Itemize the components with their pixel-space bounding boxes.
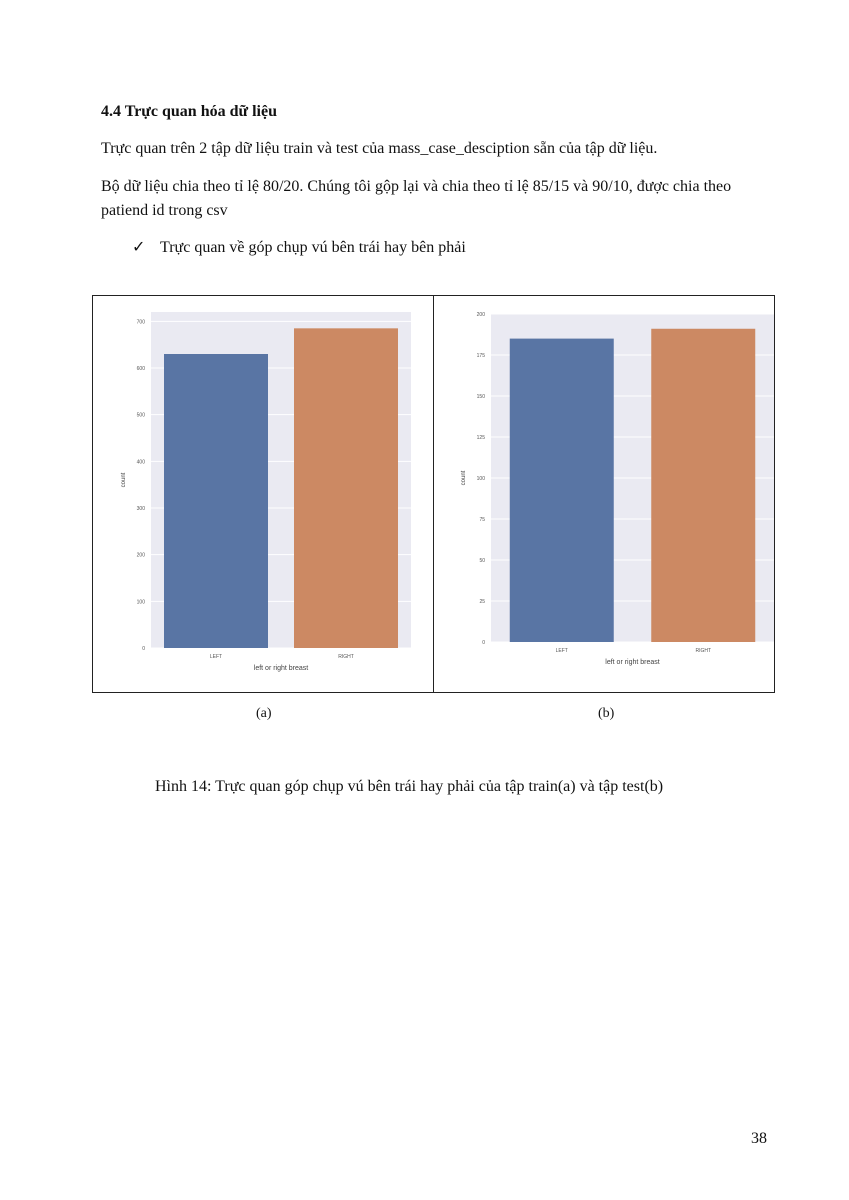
- section-heading: 4.4 Trực quan hóa dữ liệu: [101, 103, 277, 120]
- y-tick-label: 125: [476, 435, 485, 441]
- paragraph-intro: Trực quan trên 2 tập dữ liệu train và test của mass_case_desciption sẵn của tập dữ liệu.: [101, 140, 658, 157]
- y-tick-label: 50: [479, 558, 485, 564]
- y-tick-label: 150: [476, 394, 485, 400]
- y-tick-label: 75: [479, 517, 485, 523]
- x-axis-label: left or right breast: [253, 665, 309, 672]
- y-tick-label: 300: [136, 506, 145, 512]
- figure-frame: [92, 295, 775, 693]
- bar-left: [510, 339, 614, 642]
- y-tick-label: 175: [476, 353, 485, 359]
- x-tick-label: LEFT: [209, 654, 223, 660]
- x-tick-label: LEFT: [555, 648, 568, 654]
- figure-caption: Hình 14: Trực quan góp chụp vú bên trái hay phải của tập train(a) và tập test(b): [155, 778, 664, 795]
- x-tick-label: RIGHT: [695, 648, 712, 654]
- y-tick-label: 100: [476, 476, 485, 482]
- y-tick-label: 700: [136, 319, 145, 326]
- y-tick-label: 100: [136, 599, 145, 606]
- paragraph-split: Bộ dữ liệu chia theo tỉ lệ 80/20. Chúng tôi gộp lại và chia theo tỉ lệ 85/15 và 90/10, được chia theo patiend id trong csv: [101, 178, 732, 219]
- chart-train: [93, 296, 433, 692]
- bullet-text: Trực quan về góp chụp vú bên trái hay bên phải: [160, 239, 466, 256]
- y-tick-label: 0: [482, 640, 485, 646]
- y-tick-label: 0: [142, 646, 145, 652]
- bullet-item: [132, 237, 466, 257]
- y-axis-label: count: [461, 470, 467, 486]
- bar-left: [164, 354, 268, 648]
- checkmark-icon: ✓: [132, 239, 146, 256]
- x-axis-label: left or right breast: [605, 659, 660, 666]
- page-number: 38: [751, 1130, 767, 1147]
- y-tick-label: 400: [136, 459, 145, 466]
- subfigure-label-a: (a): [256, 706, 272, 721]
- y-tick-label: 500: [136, 412, 145, 419]
- chart-test: [434, 296, 774, 692]
- y-tick-label: 200: [136, 552, 145, 559]
- bar-right: [651, 329, 755, 642]
- y-axis-label: count: [121, 472, 127, 488]
- bar-right: [294, 328, 398, 648]
- y-tick-label: 200: [476, 312, 485, 318]
- y-tick-label: 25: [479, 599, 485, 605]
- x-tick-label: RIGHT: [338, 654, 354, 660]
- subfigure-label-b: (b): [598, 706, 615, 721]
- y-tick-label: 600: [136, 366, 145, 372]
